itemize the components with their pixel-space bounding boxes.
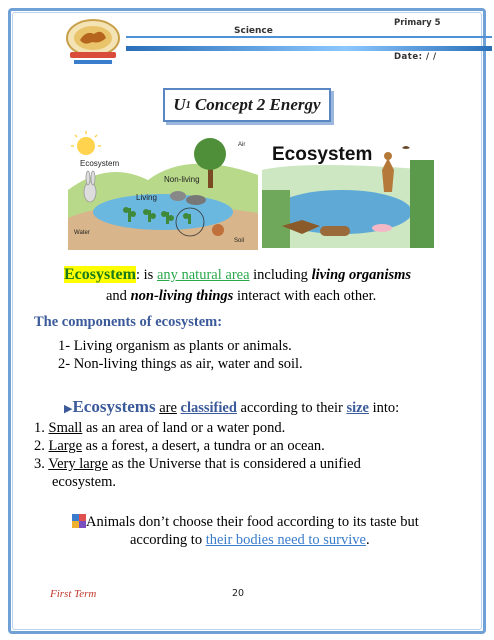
title-subscript: 1 [185, 99, 191, 111]
illustration-title: Ecosystem [272, 144, 373, 165]
living-organisms: living organisms [311, 267, 412, 283]
page-number: 20 [232, 588, 245, 599]
arrow-bullet-icon: ▶ [64, 403, 73, 415]
page-title [163, 88, 331, 122]
note-line-1: Animals don’t choose their food according to its taste but [72, 514, 419, 531]
page-header [14, 14, 480, 66]
label-water: Water [74, 230, 90, 236]
school-logo [62, 16, 124, 68]
label-living: Living [136, 193, 157, 202]
ecosystems-heading: Ecosystems [72, 397, 156, 416]
definition-line-1: Ecosystem: is any natural area including living organisms [64, 266, 412, 283]
header-band [126, 46, 492, 51]
survive-link[interactable]: their bodies need to survive [205, 532, 366, 548]
title-prefix: U [173, 95, 186, 114]
classification-line: ▶Ecosystems are classified according to their size into: [64, 397, 400, 416]
header-line [126, 36, 492, 38]
term-ecosystem: Ecosystem [64, 266, 136, 283]
label-nonliving: Non-living [164, 175, 200, 184]
nonliving-things: non-living things [130, 288, 234, 304]
component-item-1: 1- Living organism as plants or animals. [58, 338, 292, 354]
label-air: Air [238, 142, 246, 148]
puzzle-bullet-icon [72, 514, 86, 528]
class-item-2: 2. Large as a forest, a desert, a tundra or an ocean. [34, 438, 325, 454]
note-line-2: according to their bodies need to survive. [130, 532, 370, 548]
date-field: Date: / / [394, 52, 437, 62]
class-item-3: 3. Very large as the Universe that is considered a unified [34, 456, 361, 472]
definition-line-2: and non-living things interact with each other. [106, 288, 377, 304]
component-item-2: 2- Non-living things as air, water and soil. [58, 356, 303, 372]
class-item-3-cont: ecosystem. [52, 474, 117, 490]
natural-area-link[interactable]: any natural area [156, 267, 250, 283]
footer-term: First Term [50, 588, 97, 600]
label-soil: Soil [234, 238, 245, 244]
components-heading: The components of ecosystem: [34, 314, 223, 330]
subject-label: Science [234, 26, 273, 36]
title-text: Concept 2 Energy [194, 95, 321, 114]
sun-icon [77, 137, 95, 155]
grade-label: Primary 5 [394, 18, 441, 28]
class-item-1: 1. Small as an area of land or a water pond. [34, 420, 286, 436]
ecosystem-illustration [262, 130, 434, 248]
ecosystem-diagram [68, 130, 258, 250]
label-ecosystem: Ecosystem [80, 159, 120, 168]
